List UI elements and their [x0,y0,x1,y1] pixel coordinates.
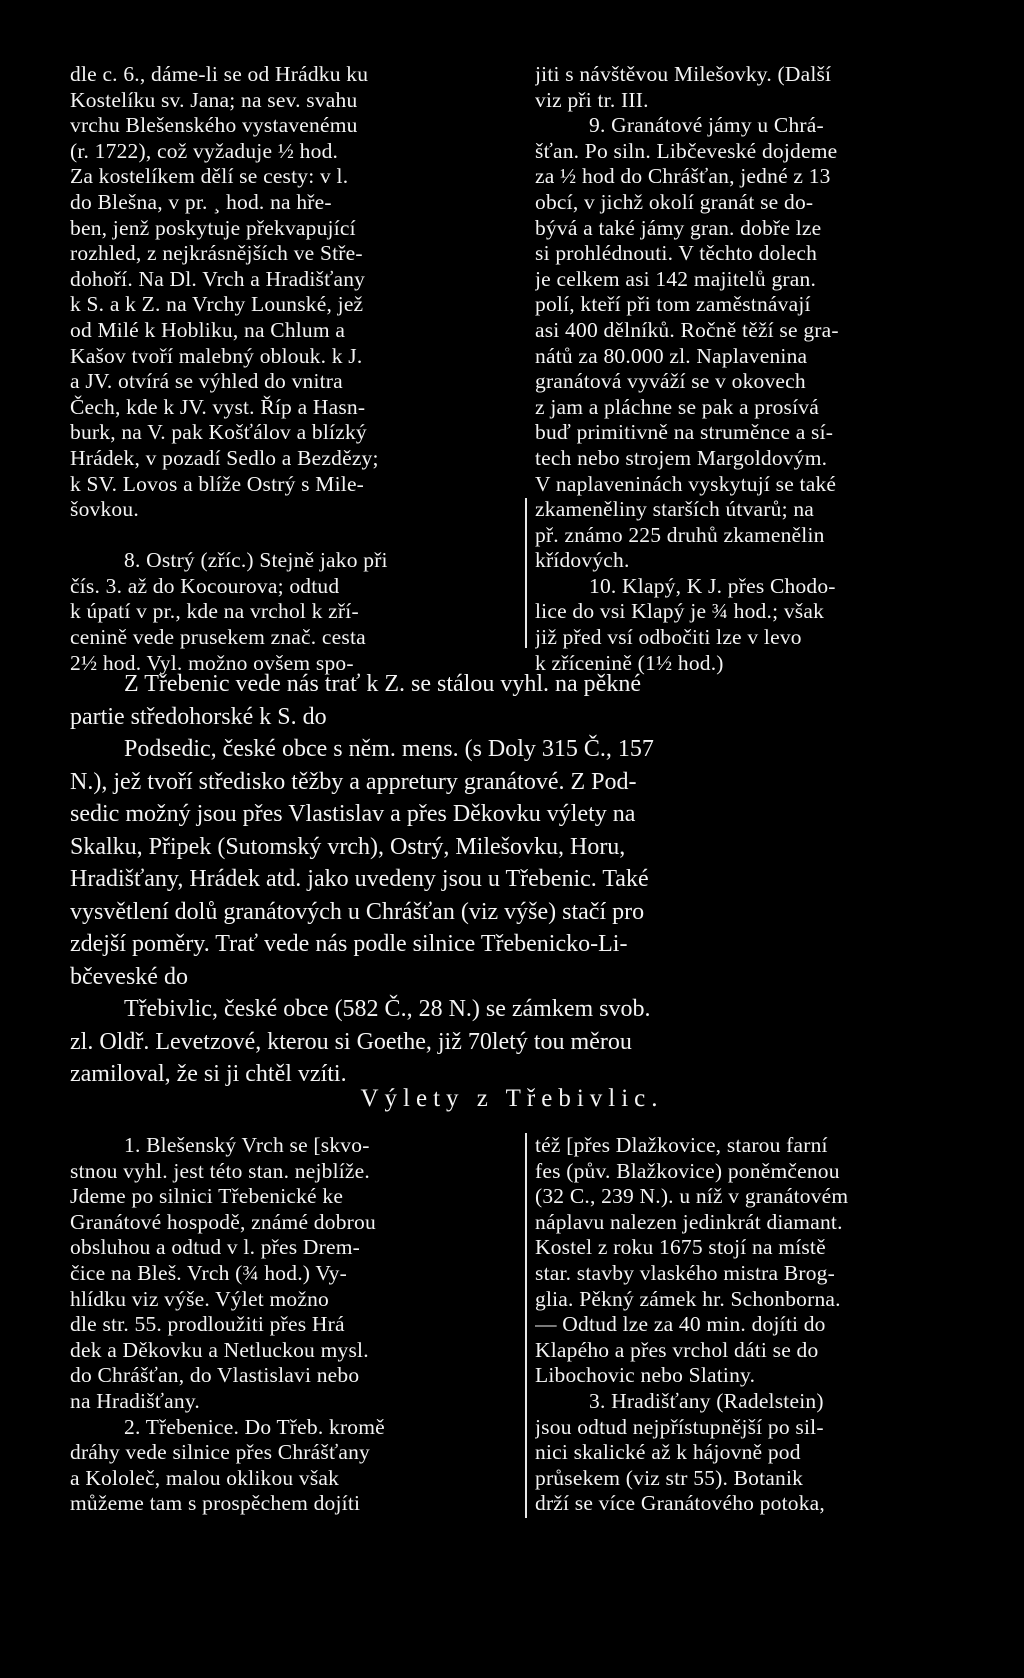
text-line: čice na Bleš. Vrch (¾ hod.) Vy- [70,1260,347,1285]
block1-left-column [70,62,520,676]
text-line: náplavu nalezen jedinkrát diamant. [535,1209,843,1234]
paragraph-line: bčeveské do [70,963,188,990]
text-line: viz při tr. III. [535,87,649,112]
text-line: dohoří. Na Dl. Vrch a Hradišťany [70,266,366,291]
text-line: 8. Ostrý (zříc.) Stejně jako při [124,548,388,573]
text-line: 1. Blešenský Vrch se [skvo- [124,1133,370,1157]
text-line: šťan. Po siln. Libčeveské dojdeme [535,138,838,163]
text-line: k zřícenině (1½ hod.) [535,650,724,675]
paragraph-line: zl. Oldř. Levetzové, kterou si Goethe, již 70letý tou měrou [70,1028,632,1055]
text-line: od Milé k Hobliku, na Chlum a [70,317,346,342]
text-line: tech nebo strojem Margoldovým. [535,445,828,470]
text-line: lice do vsi Klapý je ¾ hod.; však [535,599,825,624]
text-line: a JV. otvírá se výhled do vnitra [70,369,343,394]
text-line: je celkem asi 142 majitelů gran. [535,266,817,291]
text-line: na Hradišťany. [70,1388,200,1413]
text-line: bývá a také jámy gran. dobře lze [535,215,822,240]
text-line [70,523,520,549]
paragraph-line: sedic možný jsou přes Vlastislav a přes Děkovku výlety na [70,801,636,827]
text-line: cenině vede prusekem znač. cesta [70,625,366,650]
text-line: 2. Třebenice. Do Třeb. kromě [124,1414,385,1439]
text-line: Čech, kde k JV. vyst. Říp a Hasn- [70,394,366,419]
text-line: si prohlédnouti. V těchto dolech [535,241,818,266]
text-line: nici skalické až k hájovně pod [535,1440,801,1465]
text-line: 3. Hradišťany (Radelstein) [589,1388,824,1413]
text-line: rozhled, z nejkrásnějších ve Stře- [70,241,363,266]
paragraph-line: Hradišťany, Hrádek atd. jako uvedeny jsou u Třebenic. Také [70,866,649,892]
text-line: star. stavby vlaského mistra Brog- [535,1260,835,1285]
paragraph-line: Z Třebenic vede nás trať k Z. se stálou vyhl. na pěkné [124,671,641,697]
text-line: dráhy vede silnice přes Chrášťany [70,1440,370,1465]
text-line: drží se více Granátového potoka, [535,1491,825,1516]
text-line: k S. a k Z. na Vrchy Lounské, jež [70,292,364,317]
paragraph-line: N.), jež tvoří středisko těžby a appretury granátové. Z Pod- [70,768,637,795]
paragraph-line: zamiloval, že si ji chtěl vzíti. [70,1061,347,1087]
text-line: polí, kteří při tom zaměstnávají [535,292,811,317]
text-line: V naplaveninách vyskytují se také [535,471,837,496]
paragraph-line: partie středohorské k S. do [70,703,327,730]
text-line: Za kostelíkem dělí se cesty: v l. [70,164,349,189]
text-line: dle str. 55. prodloužiti přes Hrá [70,1312,345,1337]
text-line: 9. Granátové jámy u Chrá- [589,113,824,138]
text-line: do Blešna, v pr. ¸ hod. na hře- [70,189,332,214]
text-line: fes (pův. Blažkovice) poněmčenou [535,1158,840,1183]
text-line: př. známo 225 druhů zkamenělin [535,522,825,547]
text-line: křídových. [535,548,630,573]
text-line: obcí, v jichž okolí granát se do- [535,189,814,214]
text-line: Hrádek, v pozadí Sedlo a Bezdězy; [70,445,379,470]
text-line: burk, na V. pak Košťálov a blízký [70,420,367,445]
text-line: čís. 3. až do Kocourova; odtud [70,573,340,598]
text-line: dle c. 6., dáme-li se od Hrádku ku [70,62,369,86]
text-line: z jam a pláchne se pak a prosívá [535,394,819,419]
text-line: glia. Pěkný zámek hr. Schonborna. [535,1286,841,1311]
text-line: hlídku viz výše. Výlet možno [70,1286,329,1311]
text-line: asi 400 dělníků. Ročně těží se gra- [535,317,839,342]
text-line: jsou odtud nejpřístupnější po sil- [535,1414,824,1439]
text-line: stnou vyhl. jest této stan. nejblíže. [70,1158,370,1183]
paragraph-line: Skalku, Připek (Sutomský vrch), Ostrý, Milešovku, Horu, [70,833,626,860]
text-line: Jdeme po silnici Třebenické ke [70,1184,344,1209]
text-line: Libochovic nebo Slatiny. [535,1363,756,1388]
text-line: buď primitivně na struměnce a sí- [535,420,834,445]
text-line: k SV. Lovos a blíže Ostrý s Mile- [70,471,365,496]
text-line: též [přes Dlažkovice, starou farní [535,1133,828,1157]
text-line: obsluhou a odtud v l. přes Drem- [70,1235,361,1260]
text-line: Kostel z roku 1675 stojí na místě [535,1235,826,1260]
text-line: — Odtud lze za 40 min. dojíti do [535,1312,826,1337]
block1-right-column [535,62,990,676]
full-width-paragraphs [70,668,990,1091]
paragraph-line: zdejší poměry. Trať vede nás podle silnice Třebenicko-Li- [70,931,628,957]
text-line: granátová vyváží se v okovech [535,369,806,394]
text-line: 2½ hod. Vyl. možno ovšem spo- [70,650,354,675]
paragraph-line: vysvětlení dolů granátových u Chrášťan (viz výše) stačí pro [70,898,645,925]
text-line: již před vsí odbočiti lze v levo [535,625,802,650]
text-line: můžeme tam s prospěchem dojíti [70,1491,361,1516]
text-line: průsekem (viz str 55). Botanik [535,1465,804,1490]
text-line: Klapého a přes vrchol dáti se do [535,1337,819,1362]
block2-left-column [70,1133,520,1517]
text-line: šovkou. [70,497,139,522]
text-line: 10. Klapý, K J. přes Chodo- [589,573,836,598]
text-line: vrchu Blešenského vystavenému [70,113,358,138]
text-line: za ½ hod do Chrášťan, jedné z 13 [535,164,831,189]
text-line: (32 C., 239 N.). u níž v granátovém [535,1184,849,1209]
text-line: dek a Děkovku a Netluckou mysl. [70,1337,369,1362]
column-rule-1 [525,498,527,648]
text-line: Kašov tvoří malebný oblouk. k J. [70,343,363,368]
text-line: nátů za 80.000 zl. Naplavenina [535,343,808,368]
paragraph-line: Podsedic, české obce s něm. mens. (s Doly 315 Č., 157 [124,736,654,762]
text-line: zkameněliny starších útvarů; na [535,497,815,522]
text-line: k úpatí v pr., kde na vrchol k zří- [70,599,359,624]
text-line: Granátové hospodě, známé dobrou [70,1209,376,1234]
text-line: do Chrášťan, do Vlastislavi nebo [70,1363,360,1388]
paragraph-line: Třebivlic, české obce (582 Č., 28 N.) se zámkem svob. [124,996,651,1022]
section-heading: Výlety z Třebivlic. [360,1085,664,1112]
text-line: jiti s návštěvou Milešovky. (Další [535,62,832,86]
block2-right-column [535,1133,990,1517]
text-line: ben, jenž poskytuje překvapující [70,215,356,240]
text-line: Kostelíku sv. Jana; na sev. svahu [70,87,358,112]
text-line: (r. 1722), což vyžaduje ½ hod. [70,138,339,163]
text-line: a Kololeč, malou oklikou však [70,1465,340,1490]
column-rule-2 [525,1133,527,1518]
